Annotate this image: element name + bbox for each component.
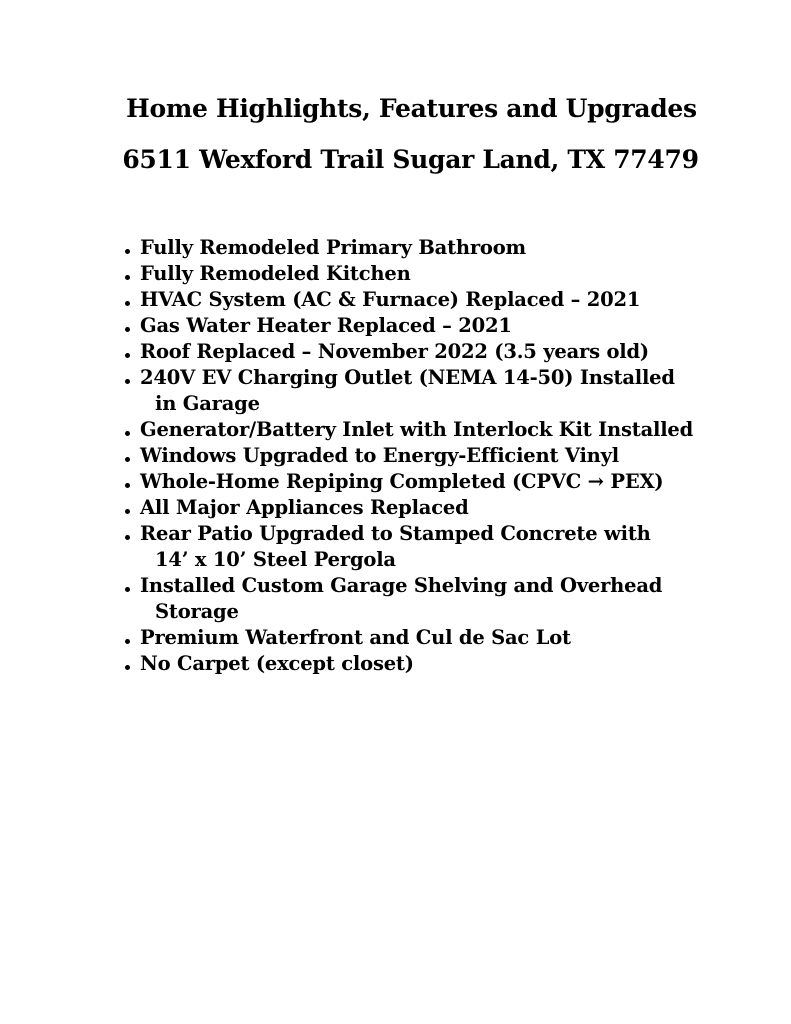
feature-text: No Carpet (except closet): [140, 652, 414, 675]
bullet-icon: [125, 483, 130, 488]
feature-text: Roof Replaced – November 2022 (3.5 years old): [140, 340, 649, 363]
feature-item: [120, 287, 780, 313]
bullet-icon: [125, 639, 130, 644]
feature-item: [120, 339, 780, 365]
bullet-icon: [125, 535, 130, 540]
bullet-icon: [125, 509, 130, 514]
bullet-icon: [125, 301, 130, 306]
feature-item: [120, 521, 780, 573]
feature-item: [120, 495, 780, 521]
feature-text: Installed Custom Garage Shelving and Overhead: [140, 574, 663, 597]
feature-item: [120, 235, 780, 261]
feature-text: Generator/Battery Inlet with Interlock Kit Installed: [140, 418, 694, 441]
feature-item: [120, 417, 780, 443]
feature-item: [120, 469, 780, 495]
feature-text: Premium Waterfront and Cul de Sac Lot: [140, 626, 571, 649]
feature-text: Whole-Home Repiping Completed (CPVC → PEX): [140, 470, 664, 493]
bullet-icon: [125, 431, 130, 436]
feature-text: Gas Water Heater Replaced – 2021: [140, 314, 512, 337]
feature-item: [120, 625, 780, 651]
bullet-icon: [125, 327, 130, 332]
feature-text-continued: Storage: [155, 600, 239, 623]
feature-text: HVAC System (AC & Furnace) Replaced – 2021: [140, 288, 641, 311]
bullet-icon: [125, 587, 130, 592]
feature-text-continued: in Garage: [155, 392, 260, 415]
feature-list: [120, 235, 780, 677]
feature-item: [120, 573, 780, 625]
feature-item: [120, 365, 780, 417]
feature-text: Fully Remodeled Kitchen: [140, 262, 411, 285]
bullet-icon: [125, 457, 130, 462]
document-title: Home Highlights, Features and Upgrades: [126, 94, 697, 123]
feature-text: Rear Patio Upgraded to Stamped Concrete with: [140, 522, 651, 545]
bullet-icon: [125, 249, 130, 254]
bullet-icon: [125, 665, 130, 670]
feature-text-continued: 14’ x 10’ Steel Pergola: [155, 548, 396, 571]
bullet-icon: [125, 275, 130, 280]
bullet-icon: [125, 379, 130, 384]
feature-text: 240V EV Charging Outlet (NEMA 14-50) Installed: [140, 366, 675, 389]
feature-text: All Major Appliances Replaced: [140, 496, 469, 519]
feature-item: [120, 313, 780, 339]
feature-text: Fully Remodeled Primary Bathroom: [140, 236, 526, 259]
property-address: 6511 Wexford Trail Sugar Land, TX 77479: [122, 145, 699, 174]
bullet-icon: [125, 353, 130, 358]
feature-text: Windows Upgraded to Energy-Efficient Vinyl: [140, 444, 619, 467]
feature-item: [120, 261, 780, 287]
feature-item: [120, 443, 780, 469]
feature-item: [120, 651, 780, 677]
